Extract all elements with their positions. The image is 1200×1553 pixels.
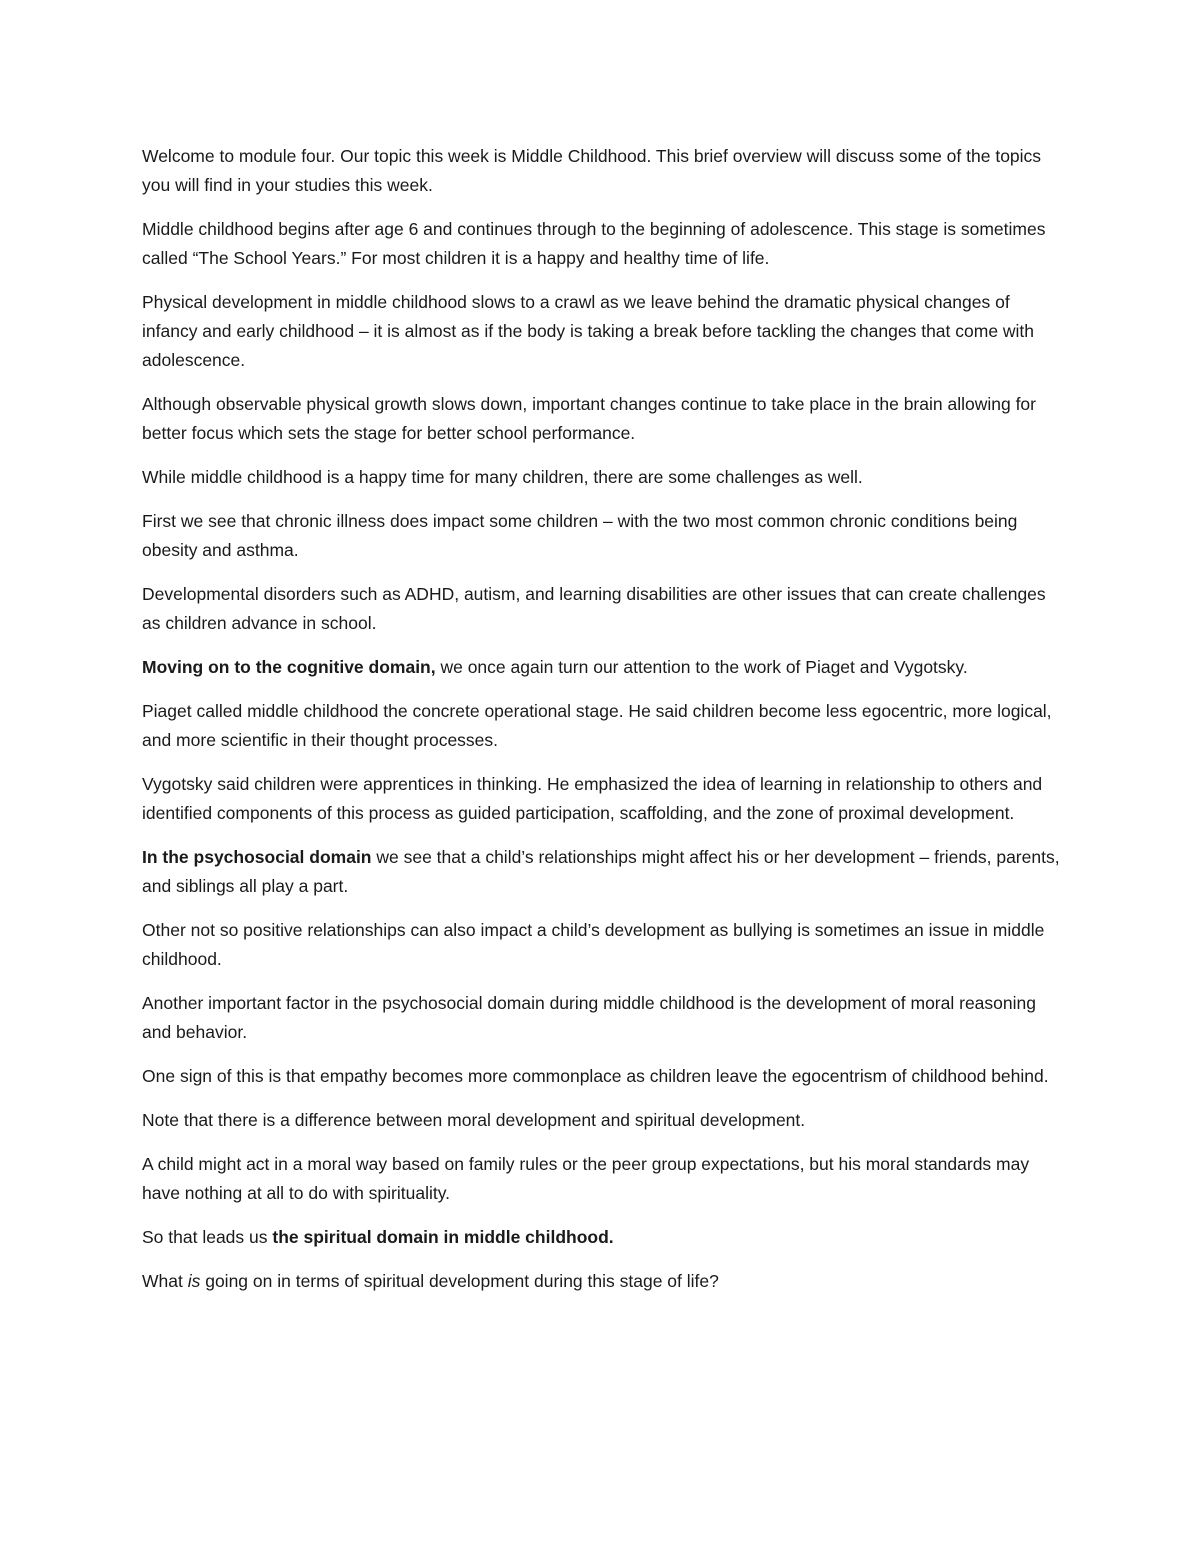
paragraph-text: Piaget called middle childhood the concrete operational stage. He said children become less egocentric, more logical, and more scientific in their thought processes. bbox=[142, 701, 1052, 750]
paragraph-psychosocial-domain bbox=[142, 843, 1062, 901]
paragraph-moral-vs-spiritual bbox=[142, 1106, 1062, 1135]
paragraph-moral-reasoning bbox=[142, 989, 1062, 1047]
document-body bbox=[142, 142, 1062, 1311]
paragraph-text: Middle childhood begins after age 6 and continues through to the beginning of adolescence. This stage is sometimes called “The School Years.” For most children it is a happy and healthy time of life. bbox=[142, 219, 1046, 268]
paragraph-chronic-illness bbox=[142, 507, 1062, 565]
paragraph-text: Physical development in middle childhood slows to a crawl as we leave behind the dramatic physical changes of infancy and early childhood – it is almost as if the body is taking a break before tackling the changes that come with adolescence. bbox=[142, 292, 1035, 370]
paragraph-text: Note that there is a difference between moral development and spiritual development. bbox=[142, 1110, 806, 1130]
paragraph-text: Welcome to module four. Our topic this week is Middle Childhood. This brief overview will discuss some of the topics you will find in your studies this week. bbox=[142, 146, 1042, 195]
paragraph-empathy bbox=[142, 1062, 1062, 1091]
paragraph-text: we see that a child’s relationships might affect his or her development – friends, parents, and siblings all play a part. bbox=[142, 847, 1060, 896]
paragraph-text: First we see that chronic illness does impact some children – with the two most common chronic conditions being obesity and asthma. bbox=[142, 511, 1018, 560]
paragraph-piaget bbox=[142, 697, 1062, 755]
paragraph-bold-text: Moving on to the cognitive domain, bbox=[142, 657, 436, 677]
paragraph-text: Another important factor in the psychosocial domain during middle childhood is the development of moral reasoning and behavior. bbox=[142, 993, 1036, 1042]
paragraph-middle-childhood-definition bbox=[142, 215, 1062, 273]
paragraph-physical-development bbox=[142, 288, 1062, 375]
paragraph-vygotsky bbox=[142, 770, 1062, 828]
paragraph-brain-changes bbox=[142, 390, 1062, 448]
paragraph-italic-text: is bbox=[187, 1271, 201, 1291]
paragraph-text: going on in terms of spiritual development during this stage of life? bbox=[200, 1271, 719, 1291]
paragraph-spiritual-domain bbox=[142, 1223, 1062, 1252]
paragraph-text: A child might act in a moral way based on family rules or the peer group expectations, but his moral standards may have nothing at all to do with spirituality. bbox=[142, 1154, 1030, 1203]
paragraph-bold-text: In the psychosocial domain bbox=[142, 847, 372, 867]
paragraph-bold-text: the spiritual domain in middle childhood. bbox=[272, 1227, 614, 1247]
paragraph-text: Although observable physical growth slows down, important changes continue to take place in the brain allowing for better focus which sets the stage for better school performance. bbox=[142, 394, 1036, 443]
paragraph-cognitive-domain bbox=[142, 653, 1062, 682]
paragraph-intro bbox=[142, 142, 1062, 200]
paragraph-text: What bbox=[142, 1271, 188, 1291]
paragraph-moral-standards bbox=[142, 1150, 1062, 1208]
paragraph-text: Vygotsky said children were apprentices in thinking. He emphasized the idea of learning in relationship to others and identified components of this process as guided participation, scaffolding, and the zone of proximal development. bbox=[142, 774, 1043, 823]
paragraph-text: One sign of this is that empathy becomes more commonplace as children leave the egocentrism of childhood behind. bbox=[142, 1066, 1049, 1086]
paragraph-text: Other not so positive relationships can also impact a child’s development as bullying is sometimes an issue in middle childhood. bbox=[142, 920, 1045, 969]
paragraph-text: So that leads us bbox=[142, 1227, 273, 1247]
paragraph-text: Developmental disorders such as ADHD, autism, and learning disabilities are other issues that can create challenges as children advance in school. bbox=[142, 584, 1046, 633]
paragraph-spiritual-question bbox=[142, 1267, 1062, 1296]
paragraph-developmental-disorders bbox=[142, 580, 1062, 638]
paragraph-text: we once again turn our attention to the work of Piaget and Vygotsky. bbox=[435, 657, 968, 677]
paragraph-bullying bbox=[142, 916, 1062, 974]
paragraph-text: While middle childhood is a happy time for many children, there are some challenges as well. bbox=[142, 467, 863, 487]
paragraph-challenges bbox=[142, 463, 1062, 492]
